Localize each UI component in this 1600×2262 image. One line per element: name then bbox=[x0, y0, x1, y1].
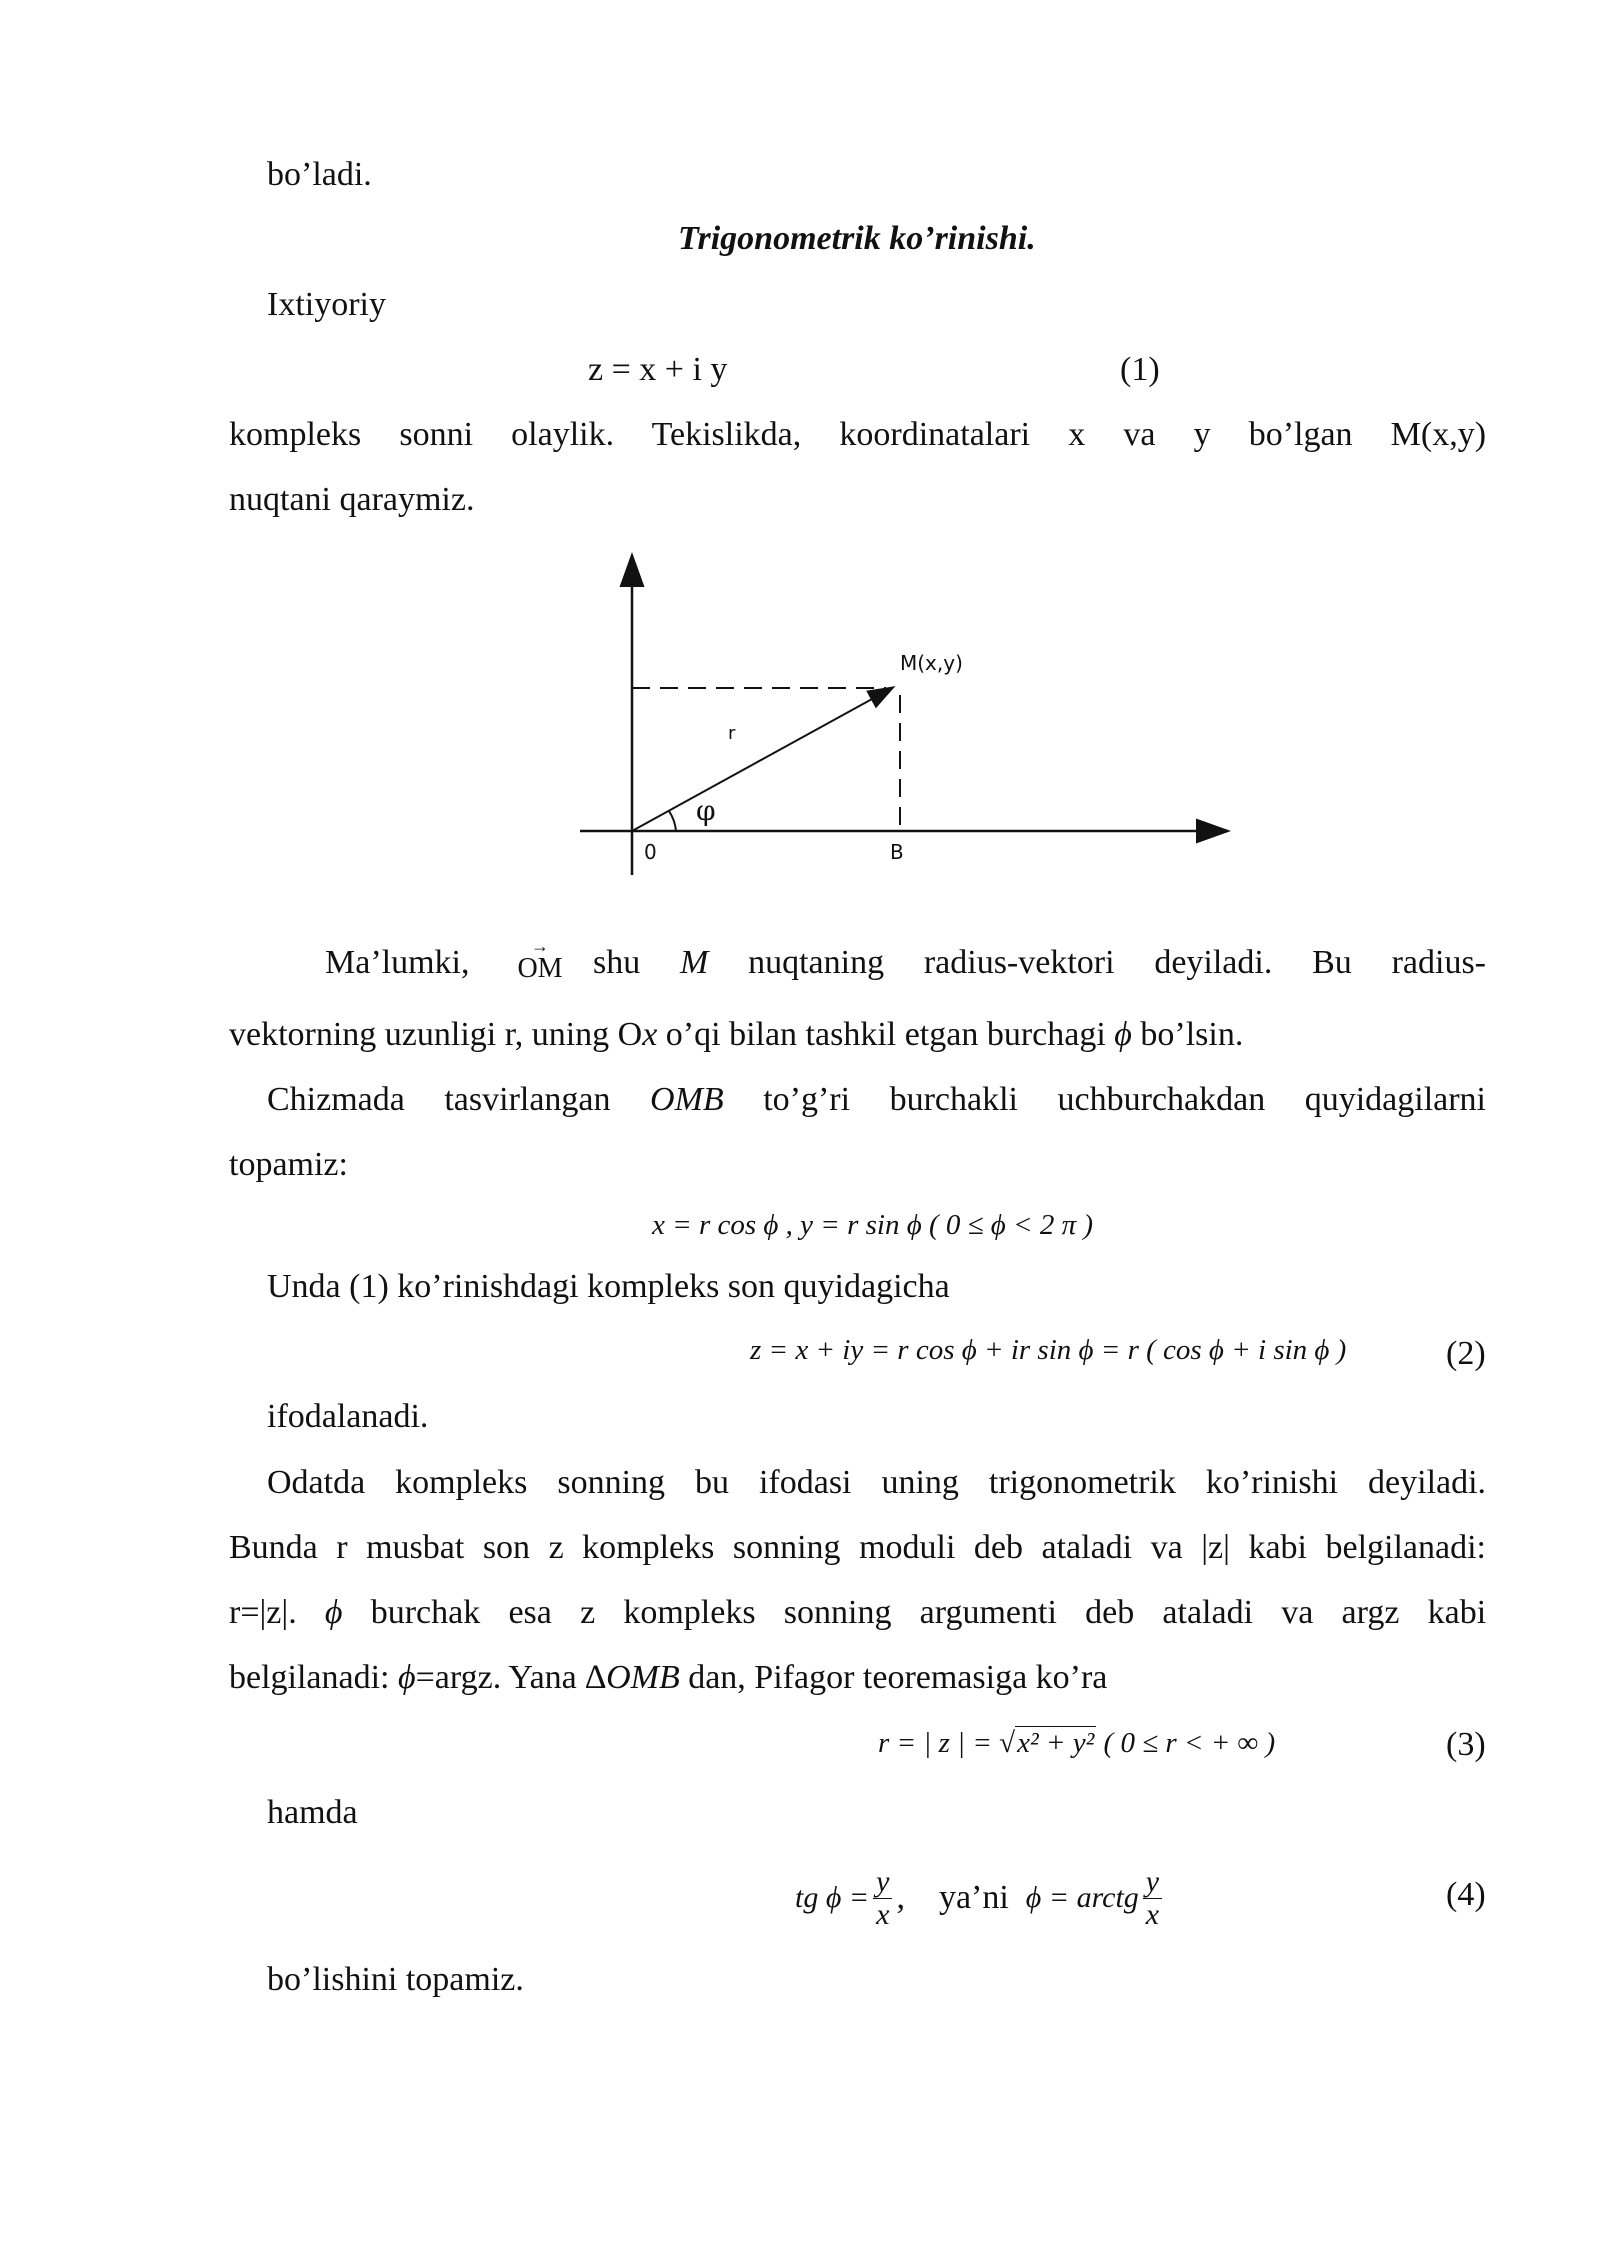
paragraph-8: bo’lishini topamiz. bbox=[267, 1961, 524, 1998]
paragraph-6-line-3: r=|z|. ϕ burchak esa z kompleks sonning argumenti deb ataladi va argz kabi bbox=[229, 1594, 1487, 1631]
point-b-label: B bbox=[890, 840, 904, 864]
formula-4: tg ϕ = $\frac{y}{x}$ , ya’ni ϕ = arctg $\frac{y}{x}$ bbox=[795, 1866, 1166, 1930]
text-lead: Ma’lumki, bbox=[325, 944, 470, 981]
paragraph-7: hamda bbox=[267, 1794, 358, 1831]
sqrt-symbol-icon: √ bbox=[999, 1727, 1016, 1759]
angle-arc bbox=[669, 811, 676, 831]
origin-label: 0 bbox=[644, 840, 657, 864]
paragraph-3-line-1: Chizmada tasvirlangan OMB to’g’ri burchakli uchburchakdan quyidagilarni bbox=[267, 1081, 1487, 1118]
paragraph-2-line-2: vektorning uzunligi r, uning Ox o’qi bilan tashkil etgan burchagi ϕ bo’lsin. bbox=[229, 1016, 1244, 1053]
fraction-y-over-x: $\frac{y}{x}$ bbox=[1143, 1866, 1162, 1930]
formula-3: r = | z | = √x² + y² ( 0 ≤ r < + ∞ ) bbox=[878, 1727, 1276, 1759]
angle-label: φ bbox=[696, 794, 716, 827]
equation-number-3: (3) bbox=[1446, 1726, 1486, 1763]
point-m-label: M(x,y) bbox=[900, 651, 963, 675]
paragraph-1-line-2: nuqtani qaraymiz. bbox=[229, 481, 475, 518]
formula-2: z = x + iy = r cos ϕ + ir sin ϕ = r ( cos ϕ + i sin ϕ ) bbox=[750, 1334, 1347, 1366]
text-line: Ixtiyoriy bbox=[267, 286, 386, 323]
section-heading: Trigonometrik ko’rinishi. bbox=[678, 220, 1036, 257]
paragraph-6-line-2: Bunda r musbat son z kompleks sonning moduli deb ataladi va |z| kabi belgilanadi: bbox=[229, 1529, 1486, 1566]
vector-om: → OM bbox=[512, 937, 568, 983]
coordinate-diagram bbox=[560, 545, 1240, 875]
vector-arrow-icon: → bbox=[531, 936, 549, 956]
paragraph-6-line-1: Odatda kompleks sonning bu ifodasi uning trigonometrik ko’rinishi deyiladi. bbox=[267, 1464, 1487, 1501]
text-line: bo’ladi. bbox=[267, 156, 372, 193]
paragraph-3-line-2: topamiz: bbox=[229, 1146, 348, 1183]
paragraph-5: ifodalanadi. bbox=[267, 1398, 429, 1435]
radius-vector bbox=[632, 688, 892, 831]
formula-xy: x = r cos ϕ , y = r sin ϕ ( 0 ≤ ϕ < 2 π ) bbox=[652, 1209, 1094, 1241]
equation-1: z = x + i y bbox=[588, 351, 728, 388]
paragraph-1-line-1: kompleks sonni olaylik. Tekislikda, koordinatalari x va y bo’lgan M(x,y) bbox=[229, 416, 1487, 453]
paragraph-6-line-4: belgilanadi: ϕ=argz. Yana ∆OMB dan, Pifagor teoremasiga ko’ra bbox=[229, 1659, 1108, 1696]
fraction-y-over-x: $\frac{y}{x}$ bbox=[873, 1866, 892, 1930]
paragraph-4: Unda (1) ko’rinishdagi kompleks son quyidagicha bbox=[267, 1268, 950, 1305]
equation-number-1: (1) bbox=[1120, 351, 1160, 388]
equation-number-2: (2) bbox=[1446, 1335, 1486, 1372]
equation-number-4: (4) bbox=[1446, 1876, 1486, 1913]
paragraph-2-line-1: shu M nuqtaning radius-vektori deyiladi. Bu radius- bbox=[593, 944, 1486, 981]
radius-label: r bbox=[728, 723, 736, 744]
